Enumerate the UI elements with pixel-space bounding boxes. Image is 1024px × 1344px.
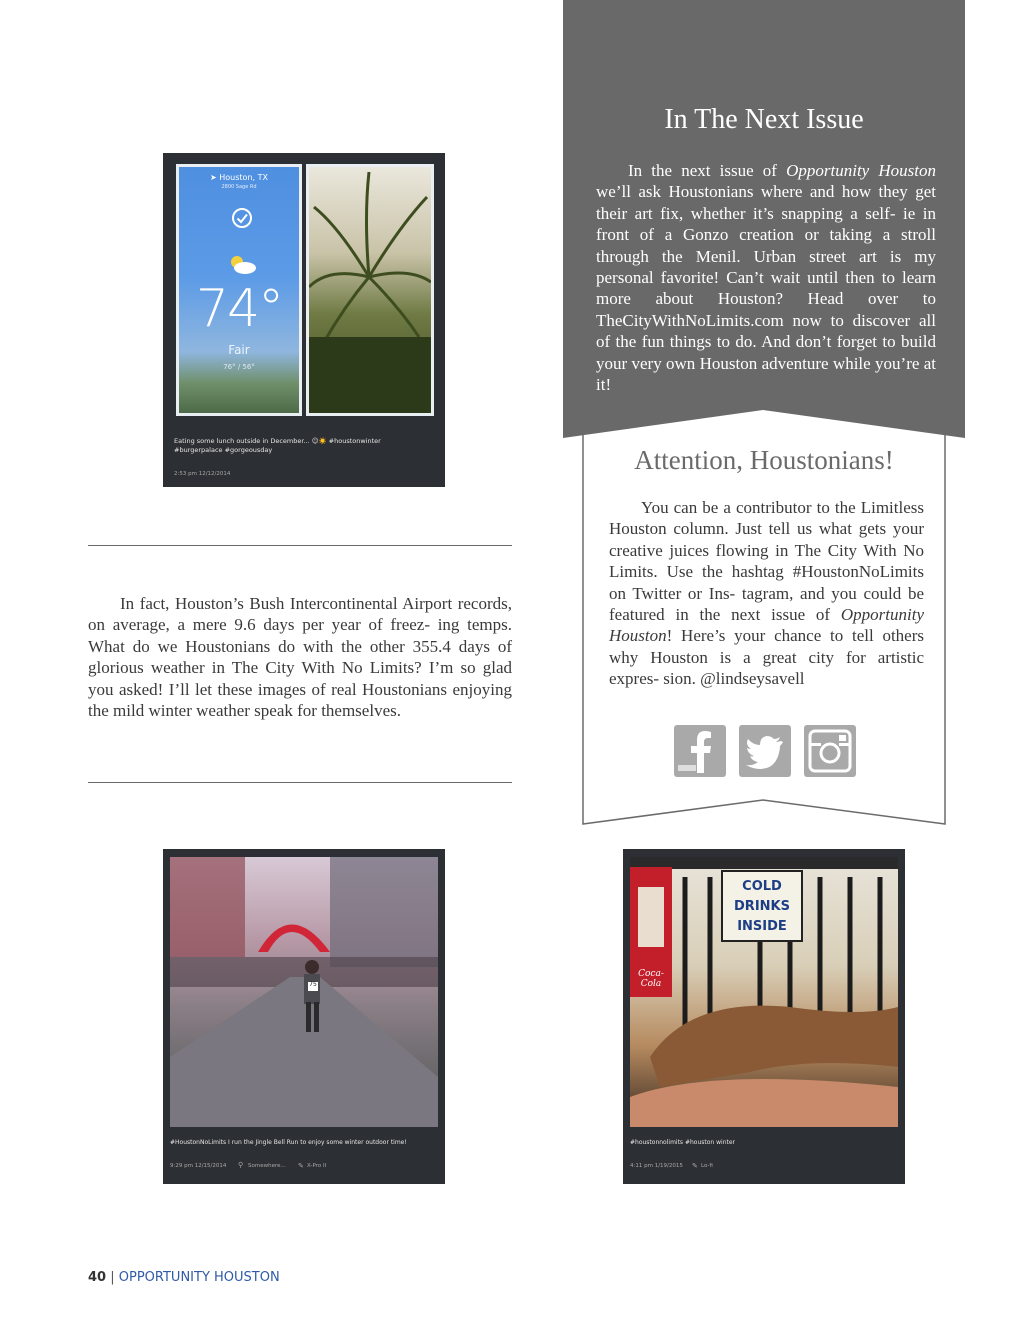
cold-drinks-sign: COLD DRINKS INSIDE	[734, 879, 790, 934]
weather-temperature: 74°	[195, 279, 283, 339]
next-issue-text: In the next issue of Opportunity Houston we’ll ask Houstonians where and how they get their art fix, whether it’s snapping a self- ie in front of a Gonzo creation or taking a stroll through the Menil. Urban street art is my personal favorite! Can’t wait until then to learn more about Houston? Head over to TheCityWithNoLimits.com now to discover all of the fun things to do. And don’t forget to build your very own Houston adventure while you’re at it!	[596, 161, 936, 395]
facebook-icon[interactable]	[674, 725, 726, 777]
run-meta-time: 9:29 pm 12/15/2014	[170, 1163, 227, 1169]
weather-caption-line2: #burgerpalace #gorgeousday	[174, 446, 273, 454]
page-footer	[88, 1270, 280, 1285]
instagram-icon[interactable]	[804, 725, 856, 777]
palm-tree-photo	[306, 164, 434, 416]
boots-meta-time: 4:11 pm 1/19/2015	[630, 1163, 683, 1169]
edit-pencil-icon: ✎	[692, 1162, 698, 1170]
run-meta-place: Somewhere...	[248, 1163, 286, 1169]
footer-publication: OPPORTUNITY HOUSTON	[118, 1270, 280, 1285]
checkmark-icon	[231, 207, 253, 229]
partly-sunny-icon	[225, 253, 259, 275]
weather-condition: Fair	[228, 343, 250, 357]
run-caption: #HoustonNoLimits I run the Jingle Bell Run to enjoy some winter outdoor time!	[170, 1139, 407, 1146]
divider-top	[88, 545, 512, 546]
divider-bottom	[88, 782, 512, 783]
location-pin-icon: ⚲	[238, 1161, 244, 1169]
publication-name: Opportunity Houston	[609, 605, 924, 646]
weather-meta: 2:53 pm 12/12/2014	[174, 471, 231, 477]
cold-drinks-photo	[630, 857, 898, 1127]
coca-cola-logo: Coca-Cola	[638, 969, 664, 989]
page-number: 40	[88, 1270, 107, 1285]
palm-fronds-graphic	[309, 167, 431, 413]
twitter-icon[interactable]	[739, 725, 791, 777]
weather-city: ➤ Houston, TX	[210, 173, 268, 182]
jingle-bell-run-photo	[170, 857, 438, 1127]
edit-pencil-icon: ✎	[298, 1162, 304, 1170]
attention-title: Attention, Houstonians!	[634, 445, 894, 475]
weather-app-screenshot	[176, 164, 302, 416]
attention-text: You can be a contributor to the Limitless Houston column. Just tell us what gets your creative juices flowing in The City With No Limits. Use the hashtag #HoustonNoLimits on Twitter or Ins- tagram, and you could be featured in the next issue of Opportunity Houston! Here’s your chance to tell others why Houston is a great city for artistic expres- sion. @lindseysavell	[609, 498, 924, 689]
weather-range: 76° / 56°	[223, 363, 255, 371]
weather-address: 2800 Sage Rd	[221, 184, 257, 190]
race-bib-number: 75	[309, 981, 317, 988]
body-paragraph: In fact, Houston’s Bush Intercontinental Airport records, on average, a mere 9.6 days per year of freez- ing temps. What do we Houstonians do with the other 355.4 days of glorious weather in The City With No Limits? I’m so glad you asked! I’ll let these images of real Houstonians enjoying the mild winter weather speak for themselves.	[88, 594, 512, 721]
next-issue-title: In The Next Issue	[664, 104, 864, 135]
boots-caption: #houstonnolimits #houston winter	[630, 1139, 736, 1146]
publication-name: Opportunity Houston	[786, 161, 936, 180]
run-meta-filter: X-Pro II	[307, 1163, 327, 1169]
footer-separator: |	[110, 1270, 115, 1285]
weather-caption-line1: Eating some lunch outside in December... ☺☀️ #houstonwinter	[174, 437, 381, 445]
boots-meta-filter: Lo-fi	[701, 1163, 713, 1169]
